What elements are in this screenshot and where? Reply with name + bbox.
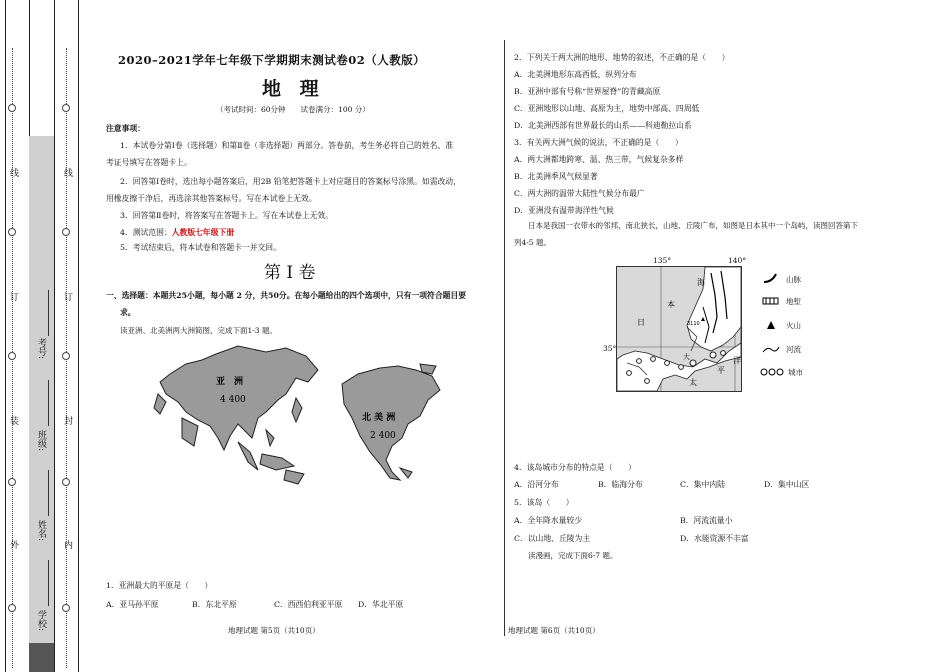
q1-option-b[interactable]: B．东北平原 — [192, 600, 237, 609]
section-intro-b: 求。 — [120, 308, 136, 317]
strip-line-mark: 线 — [8, 168, 18, 177]
q5-option-b[interactable]: B．河流流量小 — [680, 516, 733, 525]
ocean-label-1: 太 — [689, 378, 697, 387]
q1-option-c[interactable]: C．西西伯利亚平原 — [274, 600, 343, 609]
q3-option-d[interactable]: D．亚洲没有温带海洋性气候 — [514, 206, 614, 215]
footer-right: 地理试题 第6页（共10页） — [508, 626, 600, 635]
strip-fill-mark: 装 — [8, 416, 18, 425]
binding-hole — [62, 228, 70, 236]
class-field-line[interactable] — [48, 380, 49, 426]
note-4-prefix: 4．测试范围： — [120, 228, 172, 237]
legend-graben: 地堑 — [786, 297, 801, 306]
notes-heading: 注意事项： — [106, 124, 145, 133]
sea-label-3: 日 — [637, 318, 645, 327]
note-2a: 2．回答第Ⅰ卷时，选出每小题答案后，用2B 铅笔把答题卡上对应题目的答案标号涂黑。如需改动， — [120, 177, 461, 186]
north-america-value: 2 400 — [370, 431, 396, 441]
legend-mountain-icon — [762, 272, 780, 284]
q2-option-a[interactable]: A．北美洲地形东高西低，纵列分布 — [514, 70, 637, 79]
ocean-label-2: 平 — [717, 366, 725, 375]
q3-option-b[interactable]: B．北美洲季风气候显著 — [514, 172, 598, 181]
strip-line-mark-inner: 线 — [62, 168, 72, 177]
note-1b: 考证号填写在答题卡上。 — [106, 158, 192, 167]
exam-no-field-label: 考号: — [36, 338, 46, 360]
binding-hole — [62, 352, 70, 360]
strip-inner-mark: 内 — [62, 540, 72, 549]
q3-option-c[interactable]: C．两大洲的温带大陆性气候分布最广 — [514, 189, 645, 198]
note-4 — [120, 228, 234, 237]
q4-option-a[interactable]: A．沿河分布 — [514, 480, 559, 489]
japan-intro-b: 列4-5 题。 — [514, 238, 551, 247]
binding-hole — [8, 478, 16, 486]
ocean-label-3: 洋 — [733, 356, 741, 365]
subject-title: 地 理 — [262, 78, 325, 100]
binding-hole — [62, 604, 70, 612]
q4-option-c[interactable]: C．集中内陆 — [680, 480, 725, 489]
q2-option-c[interactable]: C．亚洲地形以山地、高原为主，地势中部高、四周低 — [514, 104, 700, 113]
legend-volcano: 火山 — [786, 321, 801, 330]
section-title: 第 Ⅰ 卷 — [264, 263, 316, 283]
peak-elevation: 3110 — [687, 321, 700, 327]
binding-hole — [8, 604, 16, 612]
city-label: 大 — [683, 353, 690, 361]
asia-label: 亚 洲 — [216, 377, 244, 387]
q4-option-d[interactable]: D．集中山区 — [764, 480, 810, 489]
name-field-label: 姓名: — [36, 520, 46, 542]
sea-label-2: 本 — [667, 300, 675, 309]
note-3: 3．回答第Ⅱ卷时，将答案写在答题卡上。写在本试卷上无效。 — [120, 211, 333, 220]
sea-label-1: 海 — [697, 278, 705, 287]
binding-hole — [8, 104, 16, 112]
binding-hole — [8, 352, 16, 360]
strip-dark-block — [29, 643, 54, 672]
exam-title: 2020–2021学年七年级下学期期末测试卷02（人教版） — [118, 53, 426, 67]
binding-hole — [62, 478, 70, 486]
binding-hole — [62, 104, 70, 112]
q5-option-a[interactable]: A．全年降水量较少 — [514, 516, 583, 525]
q2-option-b[interactable]: B．亚洲中部有号称“世界屋脊”的青藏高原 — [514, 87, 661, 96]
legend-river: 河流 — [786, 345, 801, 354]
note-1a: 1．本试卷分第Ⅰ卷（选择题）和第Ⅱ卷（非选择题）两部分。答卷前，考生务必将自己的姓名、准 — [120, 141, 454, 150]
strip-border-right — [78, 0, 79, 672]
longitude-135: 135° — [653, 256, 672, 265]
q4-option-b[interactable]: B．临海分布 — [598, 480, 643, 489]
school-field-line[interactable] — [48, 560, 49, 606]
latitude-35: 35° — [603, 344, 617, 353]
q1-option-d[interactable]: D．华北平原 — [358, 600, 404, 609]
north-america-label: 北 美 洲 — [362, 413, 396, 423]
q2-option-d[interactable]: D．北美洲西部有世界最长的山系——科迪勒拉山系 — [514, 121, 692, 130]
read-comic-instruction: 读漫画，完成下面6-7 题。 — [528, 551, 618, 560]
class-field-label: 班级: — [36, 430, 46, 452]
q3-option-a[interactable]: A．两大洲都地跨寒、温、热三带，气候复杂多样 — [514, 155, 684, 164]
note-4-range: 人教版七年级下册 — [171, 228, 235, 237]
asia-map — [146, 342, 326, 492]
longitude-140: 140° — [728, 256, 747, 265]
q1-option-a[interactable]: A．亚马孙平原 — [106, 600, 159, 609]
name-field-line[interactable] — [48, 470, 49, 516]
q1-stem: 1．亚洲最大的平原是（ ） — [106, 581, 213, 590]
legend-city: 城市 — [788, 368, 803, 377]
strip-bind-mark-inner: 订 — [62, 292, 72, 301]
section-intro-a: 一、选择题：本题共25小题，每小题 2 分，共50分。在每小题给出的四个选项中，只有一项符合题目要 — [106, 291, 467, 300]
note-5: 5．考试结束后，将本试卷和答题卡一并交回。 — [120, 243, 281, 252]
legend-graben-icon — [762, 296, 780, 306]
japan-map — [616, 266, 742, 392]
strip-seal-mark-inner: 封 — [62, 416, 72, 425]
read-instruction: 读亚洲、北美洲两大洲简图，完成下面1-3 题。 — [120, 326, 277, 335]
japan-map-drawing — [617, 267, 741, 391]
asia-value: 4 400 — [220, 395, 246, 405]
binding-hole — [8, 228, 16, 236]
page-divider — [504, 40, 505, 636]
strip-border-gray — [54, 0, 55, 672]
japan-intro-a: 日本是我国一衣带水的邻邦，南北狭长，山地、丘陵广布，如图是日本其中一个岛屿，读图回答第下 — [528, 221, 858, 230]
school-field-label: 学校: — [36, 610, 46, 632]
q5-option-c[interactable]: C．以山地、丘陵为主 — [514, 534, 591, 543]
q4-stem: 4．该岛城市分布的特点是（ ） — [514, 463, 636, 472]
legend-volcano-icon — [766, 320, 776, 330]
legend-river-icon — [762, 344, 780, 354]
q3-stem: 3．有关两大洲气候的说法，不正确的是（ ） — [514, 138, 683, 147]
exam-no-field-line[interactable] — [48, 290, 49, 336]
north-america-map — [328, 360, 448, 490]
legend-city-icon — [760, 367, 786, 377]
exam-meta: （考试时间：60分钟 试卷满分：100 分） — [216, 105, 370, 114]
q5-option-d[interactable]: D．水能资源不丰富 — [680, 534, 749, 543]
strip-gray-band — [29, 136, 54, 672]
q5-stem: 5．该岛（ ） — [514, 498, 574, 507]
strip-bind-mark: 订 — [8, 292, 18, 301]
q2-stem: 2．下列关于两大洲的地形、地势的叙述，不正确的是（ ） — [514, 53, 730, 62]
strip-outer-mark: 外 — [8, 540, 18, 549]
legend-mountain: 山脉 — [786, 275, 801, 284]
note-2b: 用橡皮擦干净后，再选涂其他答案标号。写在本试卷上无效。 — [106, 194, 317, 203]
footer-left: 地理试题 第5页（共10页） — [228, 626, 320, 635]
strip-border-left — [5, 0, 6, 672]
